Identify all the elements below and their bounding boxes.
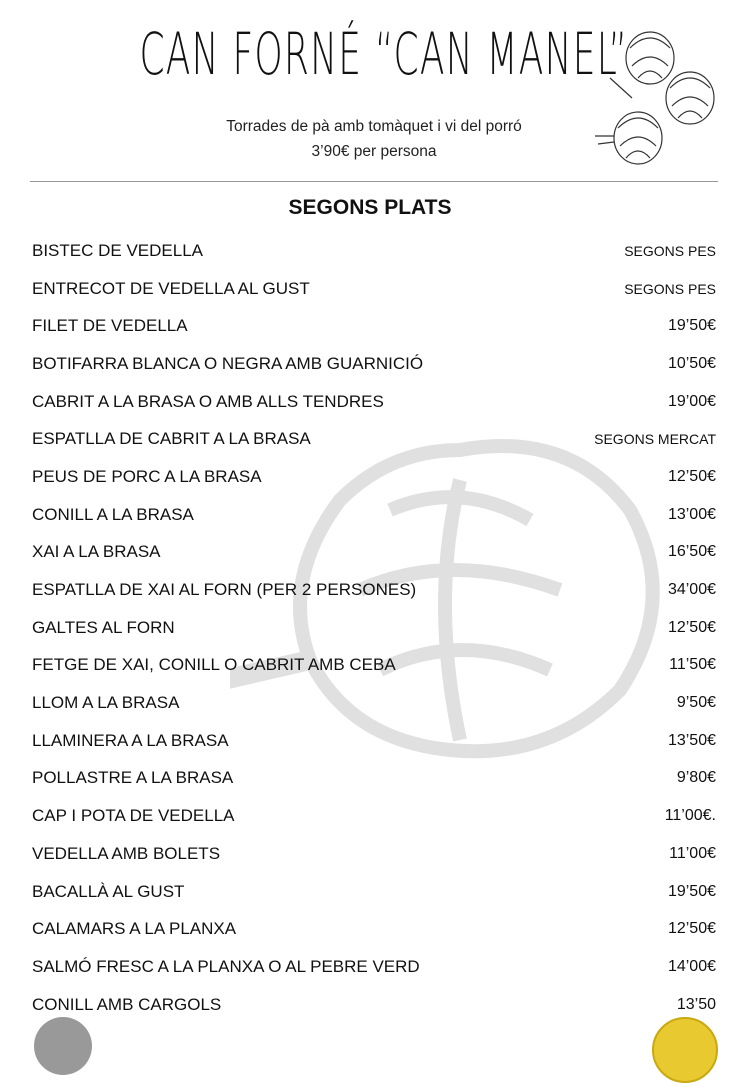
section-title: SEGONS PLATS [288,196,452,219]
menu-item [32,345,716,383]
menu-item [32,609,716,647]
menu-item-name: BOTIFARRA BLANCA O NEGRA AMB GUARNICIÓ [32,353,424,373]
menu-item-price: SEGONS MERCAT [594,431,716,448]
menu-item [32,835,716,873]
menu-item-name: VEDELLA AMB BOLETS [32,843,221,863]
subtitle-bread: Torrades de pà amb tomàquet i vi del porró [226,118,522,135]
menu-item [32,722,716,760]
menu-item-name: LLAMINERA A LA BRASA [32,730,229,750]
menu-item-name: FETGE DE XAI, CONILL O CABRIT AMB CEBA [32,655,396,675]
menu-list [32,232,716,1023]
menu-item-price: 14’00€ [667,957,716,975]
menu-item-price: 13’00€ [667,505,716,523]
menu-item-price: 11’00€ [669,844,716,862]
menu-item-price: 10’50€ [667,354,716,372]
menu-item-price: SEGONS PES [624,280,716,297]
menu-item-price: 11’00€. [664,807,716,825]
menu-item-price: 34’00€ [667,581,716,599]
add-button[interactable] [34,1017,92,1075]
menu-item-name: ENTRECOT DE VEDELLA AL GUST [32,278,310,298]
menu-item-name: POLLASTRE A LA BRASA [32,768,234,788]
divider [30,181,718,182]
menu-item-name: CONILL AMB CARGOLS [32,994,222,1014]
menu-item [32,760,716,798]
menu-item [32,873,716,911]
menu-item-name: PEUS DE PORC A LA BRASA [32,466,262,486]
menu-item-name: XAI A LA BRASA [32,542,161,562]
menu-item-name: SALMÓ FRESC A LA PLANXA O AL PEBRE VERD [32,956,420,976]
menu-item-name: CALAMARS A LA PLANXA [32,919,237,939]
menu-item-name: ESPATLLA DE CABRIT A LA BRASA [32,429,311,449]
menu-item [32,684,716,722]
menu-item [32,647,716,685]
menu-item-name: CAP I POTA DE VEDELLA [32,806,235,826]
menu-item-name: CONILL A LA BRASA [32,504,194,524]
menu-item-price: 11’50€ [669,656,716,674]
menu-item [32,307,716,345]
menu-item-price: 19’00€ [667,392,716,410]
menu-item-price: 9’80€ [676,769,716,787]
menu-item-price: 12’50€ [667,920,716,938]
menu-item-price: SEGONS PES [624,242,716,259]
restaurant-title: CAN FORNÉ “CAN MANEL” [139,20,629,88]
menu-item-name: CABRIT A LA BRASA O AMB ALLS TENDRES [32,391,384,411]
menu-item [32,458,716,496]
menu-item-price: 13’50 [676,995,716,1013]
menu-item [32,270,716,308]
scan-button[interactable] [652,1017,718,1083]
menu-item-name: GALTES AL FORN [32,617,175,637]
menu-item [32,534,716,572]
menu-item [32,986,716,1024]
menu-item [32,910,716,948]
menu-item-name: FILET DE VEDELLA [32,316,188,336]
menu-item-price: 12’50€ [667,618,716,636]
menu-item [32,420,716,458]
menu-item-name: ESPATLLA DE XAI AL FORN (PER 2 PERSONES) [32,580,417,600]
menu-item-price: 13’50€ [667,731,716,749]
menu-item-price: 16’50€ [667,543,716,561]
menu-item-price: 19’50€ [667,317,716,335]
menu-item [32,383,716,421]
menu-item [32,571,716,609]
menu-item [32,948,716,986]
subtitle-price: 3’90€ per persona [311,143,437,160]
menu-item-name: BACALLÀ AL GUST [32,881,185,901]
menu-item-price: 19’50€ [667,882,716,900]
menu-item [32,232,716,270]
menu-item [32,797,716,835]
menu-item-name: LLOM A LA BRASA [32,693,180,713]
menu-item-price: 12’50€ [667,467,716,485]
menu-item-price: 9’50€ [676,694,716,712]
menu-item [32,496,716,534]
menu-item-name: BISTEC DE VEDELLA [32,240,204,260]
